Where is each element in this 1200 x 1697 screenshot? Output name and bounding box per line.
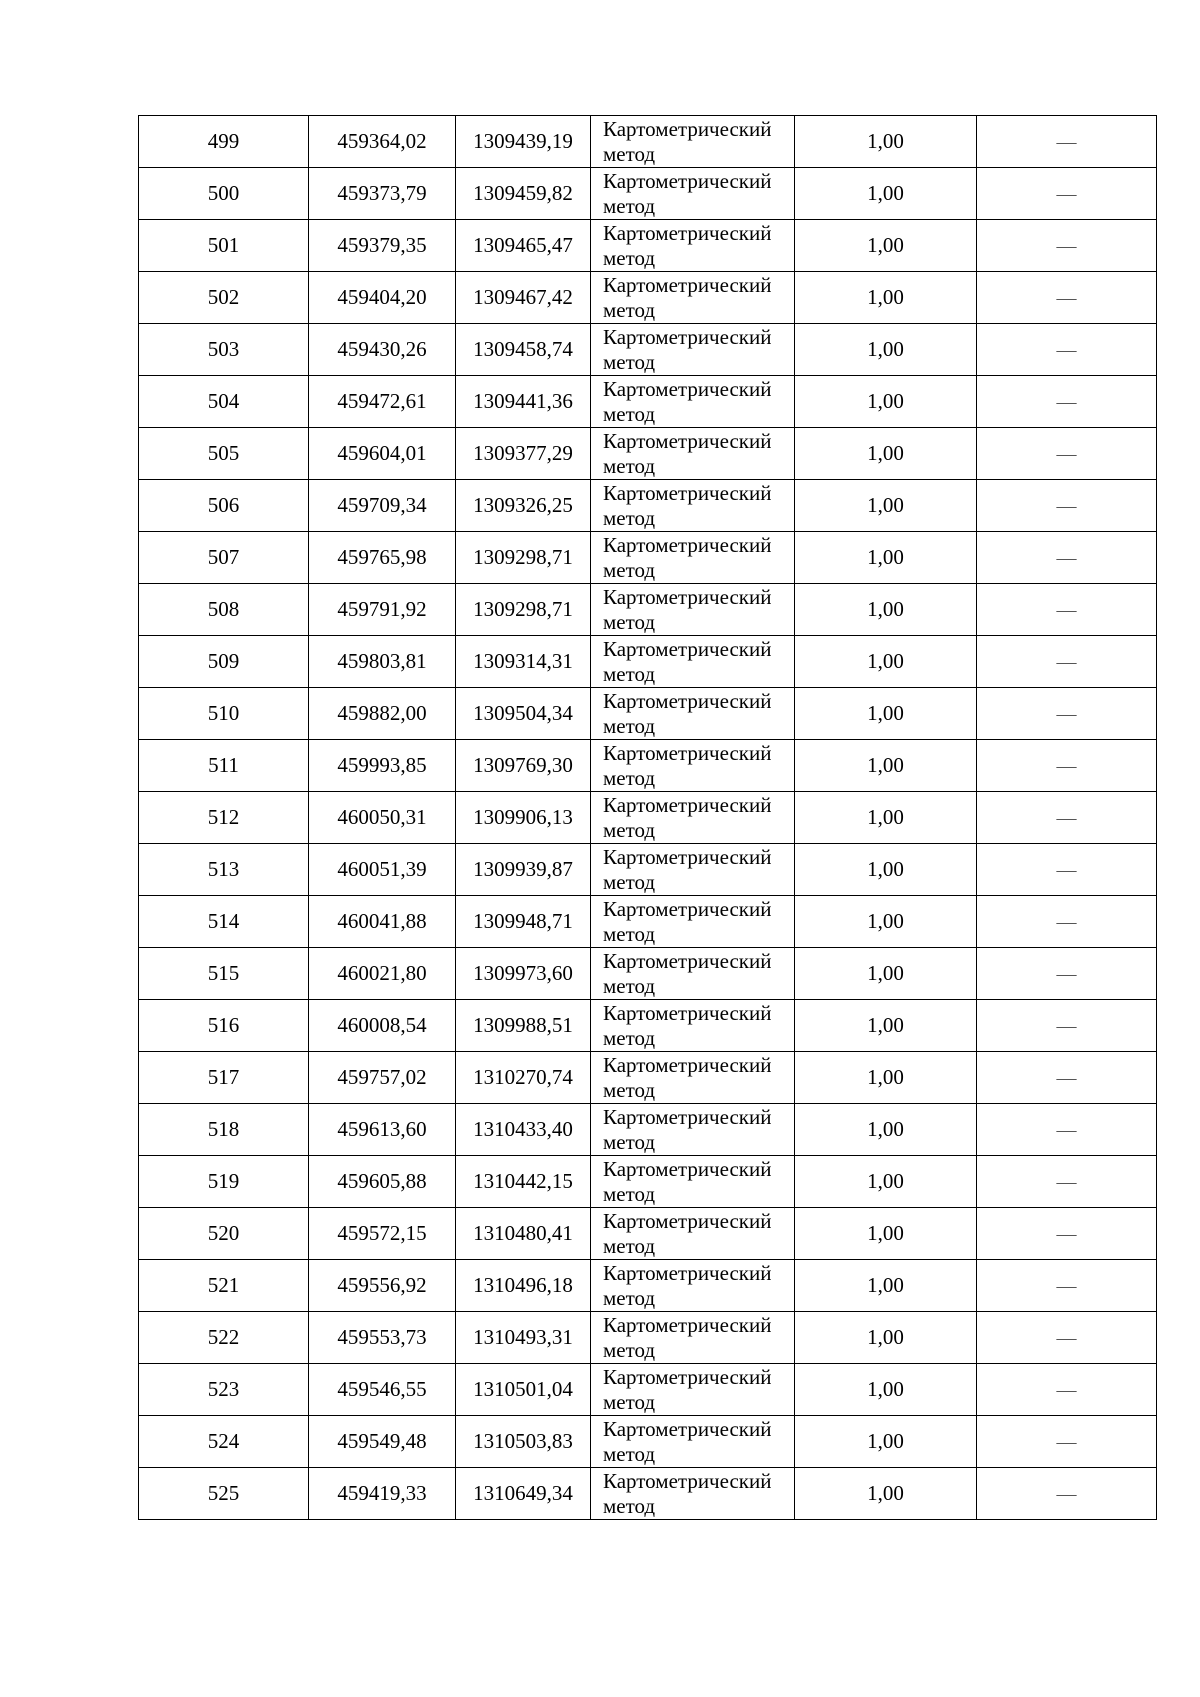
point-number-cell: 505: [139, 428, 309, 480]
table-row: [139, 1468, 1157, 1520]
note-cell: —: [977, 688, 1157, 740]
method-line-2: метод: [603, 869, 656, 894]
y-coordinate-cell: 1309988,51: [456, 1000, 591, 1052]
note-cell: —: [977, 844, 1157, 896]
method-cell: [591, 1416, 795, 1468]
x-coordinate-cell: 459472,61: [309, 376, 456, 428]
table-row: [139, 740, 1157, 792]
accuracy-cell: 1,00: [795, 896, 977, 948]
method-line-1: Картометрический: [603, 1208, 772, 1233]
method-line-1: Картометрический: [603, 1156, 772, 1181]
method-line-1: Картометрический: [603, 1364, 772, 1389]
coordinates-table-body: [139, 116, 1157, 1520]
note-cell: —: [977, 428, 1157, 480]
x-coordinate-cell: 459556,92: [309, 1260, 456, 1312]
y-coordinate-cell: 1309439,19: [456, 116, 591, 168]
method-line-1: Картометрический: [603, 948, 772, 973]
method-cell: [591, 376, 795, 428]
x-coordinate-cell: 460051,39: [309, 844, 456, 896]
method-line-1: Картометрический: [603, 1468, 772, 1493]
accuracy-cell: 1,00: [795, 1052, 977, 1104]
note-cell: —: [977, 584, 1157, 636]
method-cell: [591, 948, 795, 1000]
y-coordinate-cell: 1309458,74: [456, 324, 591, 376]
note-cell: —: [977, 948, 1157, 1000]
note-cell: —: [977, 480, 1157, 532]
point-number-cell: 504: [139, 376, 309, 428]
x-coordinate-cell: 459419,33: [309, 1468, 456, 1520]
method-line-1: Картометрический: [603, 272, 772, 297]
method-cell: [591, 688, 795, 740]
accuracy-cell: 1,00: [795, 792, 977, 844]
accuracy-cell: 1,00: [795, 1208, 977, 1260]
method-line-2: метод: [603, 1129, 656, 1154]
y-coordinate-cell: 1310501,04: [456, 1364, 591, 1416]
note-cell: —: [977, 792, 1157, 844]
point-number-cell: 525: [139, 1468, 309, 1520]
table-row: [139, 1416, 1157, 1468]
table-row: [139, 220, 1157, 272]
accuracy-cell: 1,00: [795, 1468, 977, 1520]
note-cell: —: [977, 636, 1157, 688]
x-coordinate-cell: 459553,73: [309, 1312, 456, 1364]
table-row: [139, 948, 1157, 1000]
note-cell: —: [977, 168, 1157, 220]
method-line-1: Картометрический: [603, 428, 772, 453]
x-coordinate-cell: 460008,54: [309, 1000, 456, 1052]
point-number-cell: 500: [139, 168, 309, 220]
method-line-2: метод: [603, 453, 656, 478]
point-number-cell: 513: [139, 844, 309, 896]
note-cell: —: [977, 1000, 1157, 1052]
x-coordinate-cell: 460021,80: [309, 948, 456, 1000]
table-row: [139, 1312, 1157, 1364]
method-line-2: метод: [603, 297, 656, 322]
point-number-cell: 511: [139, 740, 309, 792]
method-cell: [591, 1312, 795, 1364]
method-line-1: Картометрический: [603, 480, 772, 505]
method-line-2: метод: [603, 1233, 656, 1258]
note-cell: —: [977, 1260, 1157, 1312]
x-coordinate-cell: 459604,01: [309, 428, 456, 480]
method-line-1: Картометрический: [603, 688, 772, 713]
y-coordinate-cell: 1309326,25: [456, 480, 591, 532]
point-number-cell: 520: [139, 1208, 309, 1260]
point-number-cell: 524: [139, 1416, 309, 1468]
table-row: [139, 688, 1157, 740]
accuracy-cell: 1,00: [795, 1156, 977, 1208]
y-coordinate-cell: 1310493,31: [456, 1312, 591, 1364]
table-row: [139, 1208, 1157, 1260]
y-coordinate-cell: 1309459,82: [456, 168, 591, 220]
table-row: [139, 376, 1157, 428]
x-coordinate-cell: 459364,02: [309, 116, 456, 168]
point-number-cell: 517: [139, 1052, 309, 1104]
method-cell: [591, 272, 795, 324]
point-number-cell: 510: [139, 688, 309, 740]
note-cell: —: [977, 1312, 1157, 1364]
y-coordinate-cell: 1309441,36: [456, 376, 591, 428]
accuracy-cell: 1,00: [795, 1416, 977, 1468]
y-coordinate-cell: 1309948,71: [456, 896, 591, 948]
accuracy-cell: 1,00: [795, 220, 977, 272]
method-cell: [591, 116, 795, 168]
method-line-2: метод: [603, 245, 656, 270]
point-number-cell: 516: [139, 1000, 309, 1052]
method-line-2: метод: [603, 1025, 656, 1050]
y-coordinate-cell: 1309906,13: [456, 792, 591, 844]
point-number-cell: 514: [139, 896, 309, 948]
y-coordinate-cell: 1309973,60: [456, 948, 591, 1000]
note-cell: —: [977, 740, 1157, 792]
method-line-2: метод: [603, 713, 656, 738]
y-coordinate-cell: 1309769,30: [456, 740, 591, 792]
note-cell: —: [977, 376, 1157, 428]
method-cell: [591, 1468, 795, 1520]
point-number-cell: 499: [139, 116, 309, 168]
accuracy-cell: 1,00: [795, 636, 977, 688]
method-cell: [591, 1104, 795, 1156]
table-row: [139, 168, 1157, 220]
method-cell: [591, 844, 795, 896]
method-cell: [591, 480, 795, 532]
accuracy-cell: 1,00: [795, 480, 977, 532]
x-coordinate-cell: 459379,35: [309, 220, 456, 272]
y-coordinate-cell: 1310433,40: [456, 1104, 591, 1156]
point-number-cell: 523: [139, 1364, 309, 1416]
note-cell: —: [977, 1416, 1157, 1468]
x-coordinate-cell: 459765,98: [309, 532, 456, 584]
method-line-1: Картометрический: [603, 792, 772, 817]
table-row: [139, 844, 1157, 896]
method-line-2: метод: [603, 921, 656, 946]
method-cell: [591, 220, 795, 272]
note-cell: —: [977, 220, 1157, 272]
y-coordinate-cell: 1309465,47: [456, 220, 591, 272]
method-cell: [591, 168, 795, 220]
y-coordinate-cell: 1309377,29: [456, 428, 591, 480]
note-cell: —: [977, 1468, 1157, 1520]
y-coordinate-cell: 1310503,83: [456, 1416, 591, 1468]
method-line-2: метод: [603, 557, 656, 582]
coordinates-table: [138, 115, 1157, 1520]
accuracy-cell: 1,00: [795, 1260, 977, 1312]
accuracy-cell: 1,00: [795, 1000, 977, 1052]
method-line-2: метод: [603, 765, 656, 790]
method-line-1: Картометрический: [603, 1416, 772, 1441]
method-line-1: Картометрический: [603, 636, 772, 661]
method-line-1: Картометрический: [603, 1260, 772, 1285]
table-row: [139, 1260, 1157, 1312]
method-line-1: Картометрический: [603, 168, 772, 193]
x-coordinate-cell: 459605,88: [309, 1156, 456, 1208]
table-row: [139, 636, 1157, 688]
accuracy-cell: 1,00: [795, 584, 977, 636]
y-coordinate-cell: 1309298,71: [456, 532, 591, 584]
note-cell: —: [977, 1156, 1157, 1208]
note-cell: —: [977, 532, 1157, 584]
method-cell: [591, 532, 795, 584]
table-row: [139, 532, 1157, 584]
x-coordinate-cell: 460050,31: [309, 792, 456, 844]
table-row: [139, 428, 1157, 480]
x-coordinate-cell: 459757,02: [309, 1052, 456, 1104]
x-coordinate-cell: 459549,48: [309, 1416, 456, 1468]
accuracy-cell: 1,00: [795, 1364, 977, 1416]
method-line-2: метод: [603, 1337, 656, 1362]
y-coordinate-cell: 1309467,42: [456, 272, 591, 324]
point-number-cell: 507: [139, 532, 309, 584]
note-cell: —: [977, 1052, 1157, 1104]
method-cell: [591, 1156, 795, 1208]
table-row: [139, 896, 1157, 948]
point-number-cell: 509: [139, 636, 309, 688]
x-coordinate-cell: 459572,15: [309, 1208, 456, 1260]
method-line-2: метод: [603, 1389, 656, 1414]
method-line-2: метод: [603, 1493, 656, 1518]
x-coordinate-cell: 459373,79: [309, 168, 456, 220]
accuracy-cell: 1,00: [795, 688, 977, 740]
point-number-cell: 508: [139, 584, 309, 636]
point-number-cell: 502: [139, 272, 309, 324]
method-cell: [591, 896, 795, 948]
accuracy-cell: 1,00: [795, 168, 977, 220]
note-cell: —: [977, 116, 1157, 168]
point-number-cell: 519: [139, 1156, 309, 1208]
method-cell: [591, 1364, 795, 1416]
method-cell: [591, 1052, 795, 1104]
point-number-cell: 515: [139, 948, 309, 1000]
accuracy-cell: 1,00: [795, 1312, 977, 1364]
method-line-2: метод: [603, 661, 656, 686]
table-row: [139, 324, 1157, 376]
accuracy-cell: 1,00: [795, 532, 977, 584]
point-number-cell: 512: [139, 792, 309, 844]
table-row: [139, 1104, 1157, 1156]
method-line-2: метод: [603, 1077, 656, 1102]
point-number-cell: 522: [139, 1312, 309, 1364]
accuracy-cell: 1,00: [795, 1104, 977, 1156]
table-row: [139, 1052, 1157, 1104]
method-cell: [591, 1260, 795, 1312]
method-line-2: метод: [603, 1285, 656, 1310]
x-coordinate-cell: 459791,92: [309, 584, 456, 636]
method-line-2: метод: [603, 1441, 656, 1466]
x-coordinate-cell: 459404,20: [309, 272, 456, 324]
method-line-1: Картометрический: [603, 1000, 772, 1025]
y-coordinate-cell: 1310442,15: [456, 1156, 591, 1208]
point-number-cell: 501: [139, 220, 309, 272]
method-line-2: метод: [603, 973, 656, 998]
y-coordinate-cell: 1310496,18: [456, 1260, 591, 1312]
y-coordinate-cell: 1310649,34: [456, 1468, 591, 1520]
table-row: [139, 480, 1157, 532]
note-cell: —: [977, 324, 1157, 376]
method-line-2: метод: [603, 1181, 656, 1206]
method-line-1: Картометрический: [603, 844, 772, 869]
method-line-2: метод: [603, 817, 656, 842]
method-line-1: Картометрический: [603, 1052, 772, 1077]
method-line-2: метод: [603, 609, 656, 634]
note-cell: —: [977, 1208, 1157, 1260]
y-coordinate-cell: 1310480,41: [456, 1208, 591, 1260]
method-line-1: Картометрический: [603, 1104, 772, 1129]
note-cell: —: [977, 272, 1157, 324]
method-line-1: Картометрический: [603, 896, 772, 921]
accuracy-cell: 1,00: [795, 948, 977, 1000]
method-line-1: Картометрический: [603, 376, 772, 401]
accuracy-cell: 1,00: [795, 844, 977, 896]
x-coordinate-cell: 459430,26: [309, 324, 456, 376]
method-cell: [591, 740, 795, 792]
accuracy-cell: 1,00: [795, 740, 977, 792]
method-line-2: метод: [603, 193, 656, 218]
y-coordinate-cell: 1310270,74: [456, 1052, 591, 1104]
y-coordinate-cell: 1309298,71: [456, 584, 591, 636]
x-coordinate-cell: 459882,00: [309, 688, 456, 740]
method-cell: [591, 636, 795, 688]
x-coordinate-cell: 459546,55: [309, 1364, 456, 1416]
accuracy-cell: 1,00: [795, 324, 977, 376]
method-cell: [591, 584, 795, 636]
table-row: [139, 584, 1157, 636]
note-cell: —: [977, 896, 1157, 948]
method-line-1: Картометрический: [603, 740, 772, 765]
point-number-cell: 506: [139, 480, 309, 532]
x-coordinate-cell: 459993,85: [309, 740, 456, 792]
y-coordinate-cell: 1309314,31: [456, 636, 591, 688]
method-cell: [591, 1208, 795, 1260]
method-line-2: метод: [603, 349, 656, 374]
table-row: [139, 1000, 1157, 1052]
table-row: [139, 792, 1157, 844]
method-cell: [591, 1000, 795, 1052]
method-line-2: метод: [603, 401, 656, 426]
method-cell: [591, 428, 795, 480]
table-row: [139, 116, 1157, 168]
note-cell: —: [977, 1364, 1157, 1416]
table-row: [139, 1364, 1157, 1416]
accuracy-cell: 1,00: [795, 428, 977, 480]
x-coordinate-cell: 459803,81: [309, 636, 456, 688]
method-line-1: Картометрический: [603, 1312, 772, 1337]
method-line-2: метод: [603, 505, 656, 530]
method-line-1: Картометрический: [603, 532, 772, 557]
method-line-1: Картометрический: [603, 116, 772, 141]
point-number-cell: 521: [139, 1260, 309, 1312]
accuracy-cell: 1,00: [795, 272, 977, 324]
method-line-1: Картометрический: [603, 324, 772, 349]
y-coordinate-cell: 1309939,87: [456, 844, 591, 896]
method-line-2: метод: [603, 141, 656, 166]
x-coordinate-cell: 460041,88: [309, 896, 456, 948]
x-coordinate-cell: 459613,60: [309, 1104, 456, 1156]
y-coordinate-cell: 1309504,34: [456, 688, 591, 740]
table-row: [139, 272, 1157, 324]
method-cell: [591, 792, 795, 844]
method-cell: [591, 324, 795, 376]
note-cell: —: [977, 1104, 1157, 1156]
table-row: [139, 1156, 1157, 1208]
accuracy-cell: 1,00: [795, 376, 977, 428]
method-line-1: Картометрический: [603, 584, 772, 609]
accuracy-cell: 1,00: [795, 116, 977, 168]
method-line-1: Картометрический: [603, 220, 772, 245]
point-number-cell: 503: [139, 324, 309, 376]
x-coordinate-cell: 459709,34: [309, 480, 456, 532]
point-number-cell: 518: [139, 1104, 309, 1156]
